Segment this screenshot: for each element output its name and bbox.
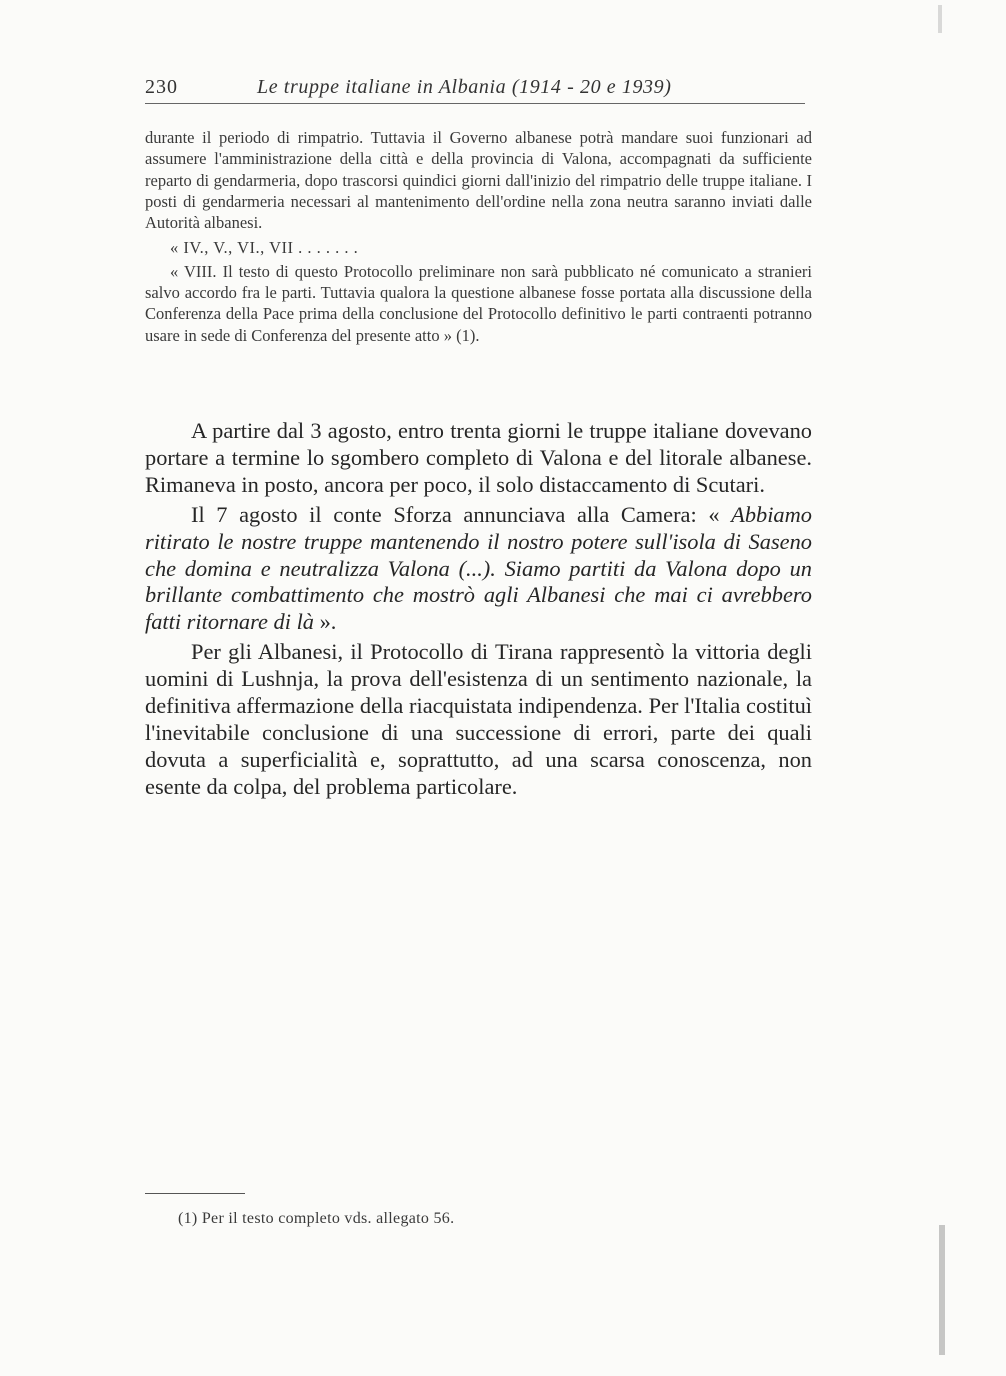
italic-quotation: Abbiamo ritirato le nostre truppe mantenendo il nostro potere sull'isola di Saseno che domina e neutralizza Valona (...). Siamo partiti da Valona dopo un brillante combattimento che mostrò agli Albanesi che mai ci avrebbero fatti ritornare di là (145, 501, 812, 635)
running-head-title: Le truppe italiane in Albania (1914 - 20 e 1939) (257, 76, 672, 98)
footnote-rule (145, 1193, 245, 1194)
omitted-articles-line: « IV., V., VI., VII . . . . . . . (170, 238, 359, 258)
quoted-protocol-block (145, 127, 812, 346)
main-text (145, 418, 812, 804)
paragraph-tail: ». (313, 609, 337, 635)
header-rule (145, 103, 805, 104)
body-paragraph (145, 502, 812, 637)
running-head (145, 76, 805, 102)
quote-paragraph: « VIII. Il testo di questo Protocollo preliminare non sarà pubblicato né comunicato a stranieri salvo accordo fra le parti. Tuttavia qualora la questione albanese fosse portata alla discussione della Conferenza della Pace prima della conclusione del Protocollo definitivo le parti contraenti potranno usare in sede di Conferenza del presente atto » (1). (145, 261, 812, 345)
footnote: (1) Per il testo completo vds. allegato 56. (178, 1210, 455, 1227)
scan-edge-mark-bottom (939, 1225, 945, 1355)
body-paragraph: Per gli Albanesi, il Protocollo di Tirana rappresentò la vittoria degli uomini di Lushnja, la prova dell'esistenza di un sentimento nazionale, la definitiva affermazione della riacquistata indipendenza. Per l'Italia costituì l'inevitabile conclusione di una successione di errori, parte dei quali dovuta a superficialità e, soprattutto, ad una scarsa conoscenza, non esente da colpa, del problema particolare. (145, 639, 812, 799)
body-paragraph: A partire dal 3 agosto, entro trenta giorni le truppe italiane dovevano portare a termine lo sgombero completo di Valona e del litorale albanese. Rimaneva in posto, ancora per poco, il solo distaccamento di Scutari. (145, 418, 812, 497)
paragraph-lead: Il 7 agosto il conte Sforza annunciava alla Camera: « (191, 501, 732, 527)
page-number: 230 (145, 76, 178, 98)
quote-paragraph: durante il periodo di rimpatrio. Tuttavia il Governo albanese potrà mandare suoi funzionari ad assumere l'amministrazione della città e della provincia di Valona, accompagnati da sufficiente reparto di gendarmeria, dopo trascorsi quindici giorni dall'inizio del rimpatrio delle truppe italiane. I posti di gendarmeria necessari al mantenimento dell'ordine nella zona neutra saranno inviati dalle Autorità albanesi. (145, 128, 812, 233)
scan-edge-mark-top (938, 5, 942, 33)
